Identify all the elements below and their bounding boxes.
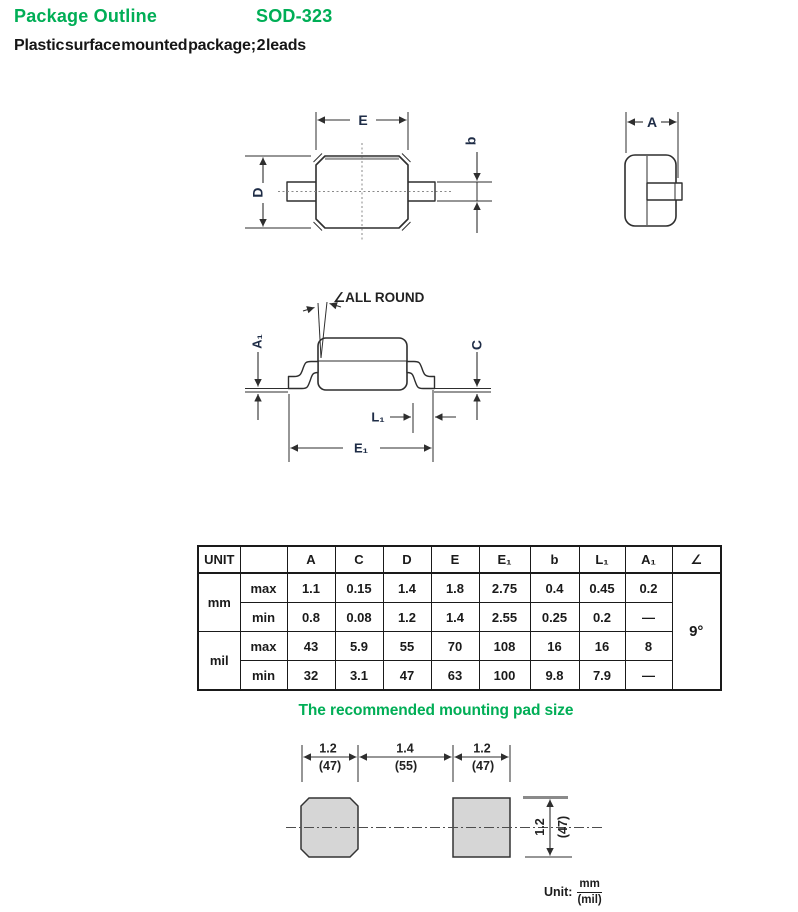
dim-b — [437, 137, 492, 233]
col-header-blank — [240, 546, 287, 573]
value-cell: 43 — [287, 632, 335, 661]
dim-A1 — [250, 334, 265, 420]
table-row-mm-max — [198, 573, 721, 603]
pad-dim-left-mm: 1.2 — [319, 741, 337, 756]
end-view-drawing — [625, 112, 682, 226]
col-header-L1: L₁ — [579, 546, 625, 573]
dim-label-b: b — [462, 136, 479, 146]
mounting-pad-heading: The recommended mounting pad size — [298, 702, 574, 719]
page-title: Package Outline — [14, 6, 158, 26]
value-cell: 8 — [625, 632, 672, 661]
value-cell: 47 — [383, 661, 431, 691]
pad-dim-right-mm: 1.2 — [473, 741, 491, 756]
unit-note-label: Unit: — [544, 885, 573, 900]
dim-label-L1: L₁ — [371, 409, 385, 425]
side-view-drawing — [245, 290, 491, 462]
value-cell: 0.8 — [287, 603, 335, 632]
value-cell: 100 — [479, 661, 530, 691]
table-row-mm-min — [198, 603, 721, 632]
value-cell: 0.4 — [530, 573, 579, 603]
value-cell: 108 — [479, 632, 530, 661]
value-cell: 63 — [431, 661, 479, 691]
value-cell: 1.4 — [383, 573, 431, 603]
angle-note-label: ∠ALL ROUND — [333, 290, 425, 305]
value-cell: — — [625, 603, 672, 632]
value-cell: 7.9 — [579, 661, 625, 691]
value-cell: 9.8 — [530, 661, 579, 691]
limit-cell: min — [240, 661, 287, 691]
value-cell: 0.25 — [530, 603, 579, 632]
col-header-A1: A₁ — [625, 546, 672, 573]
unit-fraction-numerator: mm — [579, 878, 600, 890]
limit-cell: min — [240, 603, 287, 632]
limit-cell: max — [240, 573, 287, 603]
value-cell: 1.8 — [431, 573, 479, 603]
dimension-table — [197, 545, 722, 691]
col-header-A: A — [287, 546, 335, 573]
value-cell: 16 — [530, 632, 579, 661]
col-header-angle: ∠ — [672, 546, 721, 573]
value-cell: 2.55 — [479, 603, 530, 632]
dim-label-D: D — [249, 187, 266, 198]
gullwing-lead-right — [407, 362, 435, 389]
top-view-drawing — [245, 112, 492, 241]
pad-dim-right-mil: (47) — [471, 759, 495, 773]
pad-dim-left-mil: (47) — [318, 759, 342, 773]
mounting-pad-drawing — [286, 742, 604, 858]
pad-dim-center-mm: 1.4 — [396, 741, 414, 756]
side-view-body — [318, 338, 407, 390]
value-cell: 0.08 — [335, 603, 383, 632]
angle-value-cell: 9° — [672, 573, 721, 690]
value-cell: 0.2 — [625, 573, 672, 603]
dim-label-E1: E₁ — [353, 440, 369, 456]
value-cell: 70 — [431, 632, 479, 661]
pad-dim-height-mil: (47) — [556, 815, 570, 839]
value-cell: 3.1 — [335, 661, 383, 691]
value-cell: 16 — [579, 632, 625, 661]
value-cell: 2.75 — [479, 573, 530, 603]
col-header-C: C — [335, 546, 383, 573]
table-row-mil-min — [198, 661, 721, 691]
col-header-E1: E₁ — [479, 546, 530, 573]
pad-dim-center-mil: (55) — [394, 759, 418, 773]
dim-label-A: A — [646, 114, 658, 130]
col-header-unit: UNIT — [198, 546, 240, 573]
unit-cell-mil: mil — [198, 632, 240, 691]
col-header-b: b — [530, 546, 579, 573]
value-cell: 0.15 — [335, 573, 383, 603]
value-cell: 32 — [287, 661, 335, 691]
dim-L1 — [371, 390, 456, 462]
dim-E1 — [289, 394, 432, 462]
dim-C — [469, 340, 485, 420]
value-cell: — — [625, 661, 672, 691]
end-view-lead — [647, 183, 682, 200]
unit-note — [544, 878, 602, 906]
value-cell: 1.4 — [431, 603, 479, 632]
value-cell: 0.45 — [579, 573, 625, 603]
value-cell: 55 — [383, 632, 431, 661]
value-cell: 5.9 — [335, 632, 383, 661]
col-header-E: E — [431, 546, 479, 573]
package-name: SOD-323 — [256, 6, 333, 26]
fraction-bar — [577, 892, 601, 893]
dim-label-E: E — [358, 112, 368, 128]
gullwing-lead-left — [289, 362, 319, 389]
table-header-row — [198, 546, 721, 573]
unit-cell-mm: mm — [198, 573, 240, 632]
table-row-mil-max — [198, 632, 721, 661]
value-cell: 1.1 — [287, 573, 335, 603]
col-header-D: D — [383, 546, 431, 573]
pad-dim-height-mm: 1.2 — [533, 818, 547, 836]
dim-label-C: C — [468, 339, 485, 351]
dim-label-A1: A₁ — [249, 334, 265, 349]
value-cell: 0.2 — [579, 603, 625, 632]
unit-fraction-denominator: (mil) — [577, 893, 602, 906]
lead-right — [407, 182, 435, 201]
limit-cell: max — [240, 632, 287, 661]
unit-fraction — [577, 878, 601, 906]
value-cell: 1.2 — [383, 603, 431, 632]
page-subtitle: Plastic surface mounted package; 2 leads — [14, 37, 306, 54]
